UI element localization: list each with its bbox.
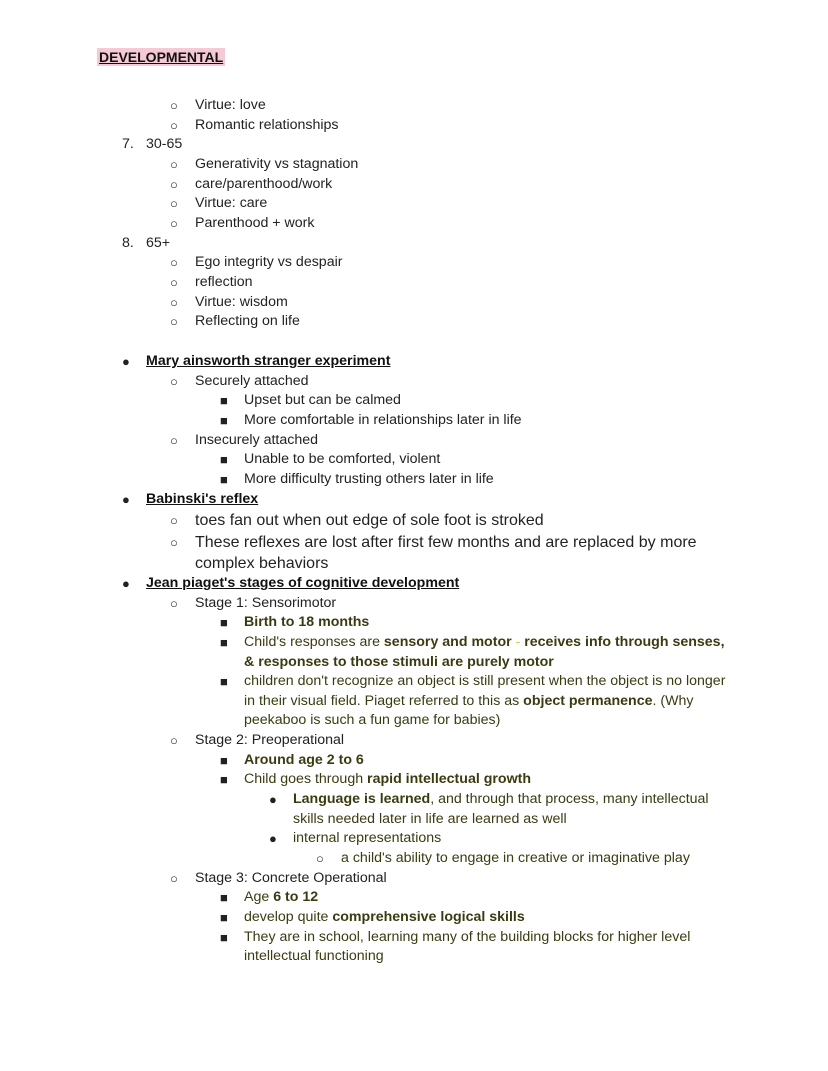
page-heading: DEVELOPMENTAL [99, 49, 224, 65]
list-item: reflection [195, 274, 253, 290]
square-bullet: ■ [220, 452, 228, 467]
hollow-circle-bullet: ○ [170, 98, 178, 113]
list-item: More comfortable in relationships later in life [244, 412, 522, 428]
hollow-circle-bullet: ○ [170, 535, 178, 550]
list-item: toes fan out when out edge of sole foot is stroked [195, 512, 544, 529]
square-bullet: ■ [220, 393, 228, 408]
hollow-circle-bullet: ○ [170, 295, 178, 310]
square-bullet: ■ [220, 615, 228, 630]
hollow-circle-bullet: ○ [170, 513, 178, 528]
list-item: internal representations [293, 830, 442, 846]
hollow-circle-bullet: ○ [170, 216, 178, 231]
hollow-circle-bullet: ○ [170, 733, 178, 748]
list-item: These reflexes are lost after first few months and are replaced by more [195, 534, 697, 551]
square-bullet: ■ [220, 753, 228, 768]
hollow-circle-bullet: ○ [170, 196, 178, 211]
hollow-circle-bullet: ○ [170, 275, 178, 290]
list-item [293, 790, 709, 810]
section-title: Babinski's reflex [146, 491, 259, 507]
list-item: Upset but can be calmed [244, 392, 401, 408]
list-item-continuation: peekaboo is such a fun game for babies) [244, 712, 501, 728]
list-item [244, 770, 531, 790]
square-bullet: ■ [220, 910, 228, 925]
list-item: a child's ability to engage in creative or imaginative play [341, 850, 690, 866]
square-bullet: ■ [220, 930, 228, 945]
stage-heading: 65+ [146, 235, 171, 251]
list-number: 7. [122, 136, 134, 152]
stage-heading: 30-65 [146, 136, 183, 152]
text-run: , and through that process, many intellectual [430, 791, 709, 807]
square-bullet: ■ [220, 635, 228, 650]
section-title: Jean piaget's stages of cognitive development [146, 575, 460, 591]
hollow-circle-bullet: ○ [170, 871, 178, 886]
text-run: Age [244, 889, 274, 905]
bold-text: comprehensive logical skills [332, 909, 525, 925]
list-item [244, 633, 725, 653]
bullet-dot: ● [122, 492, 130, 507]
list-item: Reflecting on life [195, 313, 300, 329]
list-item: Birth to 18 months [244, 614, 370, 630]
list-item [244, 888, 318, 908]
hollow-circle-bullet: ○ [170, 596, 178, 611]
list-item-continuation: complex behaviors [195, 555, 329, 572]
bold-text: rapid intellectual growth [367, 771, 532, 787]
bullet-dot: ● [122, 354, 130, 369]
list-item [244, 908, 525, 928]
bullet-dot: ● [269, 831, 277, 846]
list-item: More difficulty trusting others later in life [244, 471, 494, 487]
list-item: Romantic relationships [195, 117, 339, 133]
list-item: Securely attached [195, 373, 309, 389]
list-item: care/parenthood/work [195, 176, 333, 192]
hollow-circle-bullet: ○ [316, 851, 324, 866]
hollow-circle-bullet: ○ [170, 255, 178, 270]
list-item: children don't recognize an object is still present when the object is no longer [244, 673, 726, 689]
text-run: develop quite [244, 909, 333, 925]
list-item: Generativity vs stagnation [195, 156, 359, 172]
hollow-circle-bullet: ○ [170, 433, 178, 448]
stage-label: Stage 3: Concrete Operational [195, 870, 387, 886]
list-item: Virtue: wisdom [195, 294, 288, 310]
text-run: in their visual field. Piaget referred to this as [244, 693, 524, 709]
list-item: Ego integrity vs despair [195, 254, 343, 270]
text-run: Child goes through [244, 771, 368, 787]
list-item: They are in school, learning many of the building blocks for higher level [244, 929, 691, 945]
bold-text: 6 to 12 [273, 889, 319, 905]
bold-text: Language is learned [293, 791, 431, 807]
text-run: . (Why [652, 693, 694, 709]
list-item-continuation: skills needed later in life are learned as well [293, 811, 567, 827]
list-item: Virtue: love [195, 97, 266, 113]
square-bullet: ■ [220, 772, 228, 787]
hollow-circle-bullet: ○ [170, 177, 178, 192]
text-run: Child's responses are [244, 634, 384, 650]
section-title: Mary ainsworth stranger experiment [146, 353, 391, 369]
list-item-continuation: intellectual functioning [244, 948, 384, 964]
stage-label: Stage 1: Sensorimotor [195, 595, 337, 611]
list-item: Unable to be comforted, violent [244, 451, 441, 467]
hollow-circle-bullet: ○ [170, 314, 178, 329]
dash-text: - [511, 634, 525, 650]
hollow-circle-bullet: ○ [170, 374, 178, 389]
list-item: Parenthood + work [195, 215, 315, 231]
bold-text: sensory and motor [383, 634, 512, 650]
stage-label: Stage 2: Preoperational [195, 732, 345, 748]
list-item: Virtue: care [195, 195, 268, 211]
square-bullet: ■ [220, 674, 228, 689]
list-item: Insecurely attached [195, 432, 319, 448]
bullet-dot: ● [122, 576, 130, 591]
list-item-continuation [244, 692, 693, 712]
list-item: Around age 2 to 6 [244, 752, 364, 768]
bold-text: receives info through senses, [524, 634, 725, 650]
list-item-continuation: & responses to those stimuli are purely motor [244, 654, 554, 670]
bullet-dot: ● [269, 792, 277, 807]
square-bullet: ■ [220, 890, 228, 905]
hollow-circle-bullet: ○ [170, 157, 178, 172]
list-number: 8. [122, 235, 134, 251]
square-bullet: ■ [220, 472, 228, 487]
square-bullet: ■ [220, 413, 228, 428]
hollow-circle-bullet: ○ [170, 118, 178, 133]
bold-text: object permanence [523, 693, 653, 709]
